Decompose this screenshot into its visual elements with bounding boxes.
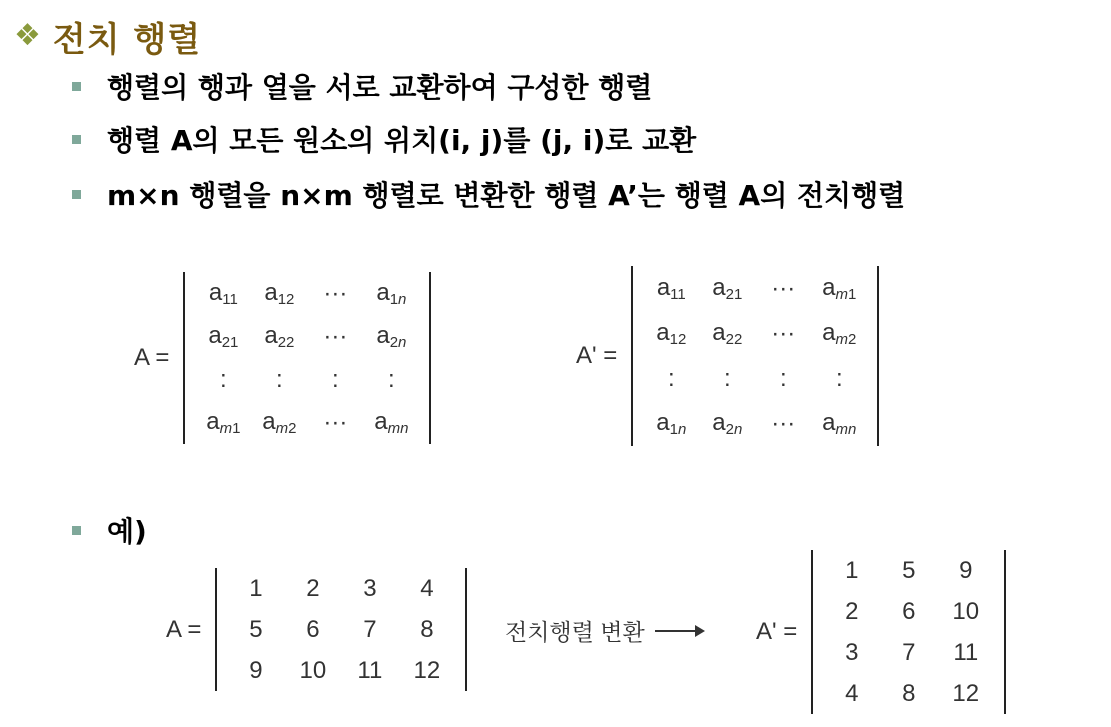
bullet-text: 행렬의 행과 열을 서로 교환하여 구성한 행렬 <box>107 71 653 104</box>
matrix-cell: $a_{m1}$ <box>206 408 241 437</box>
matrix-cell: 1 <box>845 556 859 584</box>
example-matrix-a-transpose <box>756 550 1006 714</box>
matrix-cell: ··· <box>323 322 348 350</box>
bullet-item <box>72 174 905 214</box>
matrix-cell: $a_{22}$ <box>712 319 743 348</box>
matrix-cell: $a_{m2}$ <box>262 408 297 437</box>
diamond-bullet-icon: ❖ <box>14 18 41 53</box>
transpose-arrow-caption <box>505 614 703 647</box>
matrix-cell: $a_{2n}$ <box>712 409 743 438</box>
bullet-text: 행렬 A의 모든 원소의 위치(i, j)를 (j, i)로 교환 <box>107 124 697 157</box>
matrix-cell: $a_{mn}$ <box>374 408 409 437</box>
matrix-cell: 11 <box>357 656 383 684</box>
matrix-cell: 10 <box>952 597 980 625</box>
matrix-cell: : <box>667 364 675 392</box>
matrix-cell: 3 <box>363 574 377 602</box>
matrix-label: A = <box>134 344 170 371</box>
matrix-cell: $a_{21}$ <box>208 322 239 351</box>
matrix-body <box>631 266 879 446</box>
matrix-cell: 5 <box>902 556 916 584</box>
matrix-cell: 3 <box>845 638 859 666</box>
matrix-cell: $a_{22}$ <box>264 322 295 351</box>
matrix-cell: $a_{1n}$ <box>656 409 687 438</box>
matrix-cell: $a_{2n}$ <box>376 322 407 351</box>
general-matrix-a <box>134 272 431 444</box>
matrix-cell: $a_{11}$ <box>656 274 686 303</box>
matrix-label: A' = <box>756 618 798 645</box>
bullet-item <box>72 119 696 159</box>
matrix-cell: 4 <box>420 574 434 602</box>
matrix-cell: 10 <box>299 656 327 684</box>
matrix-cell: : <box>779 364 787 392</box>
bullet-item <box>72 66 652 106</box>
matrix-cell: $a_{m1}$ <box>822 274 857 303</box>
matrix-cell: 5 <box>249 615 263 643</box>
matrix-cell: $a_{mn}$ <box>822 409 857 438</box>
matrix-cell: 4 <box>845 679 859 707</box>
matrix-cell: 7 <box>902 638 916 666</box>
matrix-cell: 9 <box>959 556 973 584</box>
general-matrix-a-transpose <box>576 266 879 446</box>
matrix-cell: ··· <box>771 319 796 347</box>
example-label: 예) <box>107 515 147 548</box>
matrix-cell: ··· <box>771 409 796 437</box>
matrix-cell: ··· <box>771 274 796 302</box>
matrix-cell: 2 <box>845 597 859 625</box>
matrix-body <box>811 550 1006 714</box>
matrix-cell: : <box>332 365 339 393</box>
matrix-cell: : <box>220 365 227 393</box>
matrix-cell: 11 <box>953 638 979 666</box>
matrix-cell: 12 <box>413 656 441 684</box>
matrix-body <box>183 272 431 444</box>
matrix-body <box>215 568 467 691</box>
matrix-cell: ··· <box>323 279 348 307</box>
matrix-label: A' = <box>576 342 618 369</box>
example-matrix-a <box>166 568 467 691</box>
arrow-text: 전치행렬 변환 <box>505 619 645 645</box>
matrix-cell: : <box>723 364 731 392</box>
square-bullet-icon <box>72 82 81 91</box>
matrix-cell: : <box>388 365 395 393</box>
matrix-cell: 8 <box>420 615 434 643</box>
matrix-cell: 8 <box>902 679 916 707</box>
example-bullet <box>72 510 147 550</box>
matrix-cell: 6 <box>902 597 916 625</box>
matrix-cell: $a_{m2}$ <box>822 319 857 348</box>
matrix-cell: $a_{21}$ <box>712 274 743 303</box>
bullet-text: m×n 행렬을 n×m 행렬로 변환한 행렬 A’는 행렬 A의 전치행렬 <box>107 179 906 212</box>
matrix-cell: 6 <box>306 615 320 643</box>
right-arrow-icon <box>655 630 703 632</box>
matrix-label: A = <box>166 615 202 643</box>
matrix-cell: 2 <box>306 574 320 602</box>
square-bullet-icon <box>72 190 81 199</box>
matrix-cell: 9 <box>249 656 263 684</box>
matrix-cell: : <box>276 365 283 393</box>
slide-title <box>14 10 201 62</box>
square-bullet-icon <box>72 135 81 144</box>
matrix-cell: $a_{11}$ <box>208 279 238 308</box>
matrix-cell: 7 <box>363 615 377 643</box>
square-bullet-icon <box>72 526 81 535</box>
matrix-cell: 12 <box>952 679 980 707</box>
matrix-cell: $a_{12}$ <box>264 279 295 308</box>
matrix-cell: 1 <box>249 574 263 602</box>
title-text: 전치 행렬 <box>52 19 202 60</box>
matrix-cell: $a_{1n}$ <box>376 279 407 308</box>
matrix-cell: : <box>835 364 843 392</box>
matrix-cell: $a_{12}$ <box>656 319 687 348</box>
matrix-cell: ··· <box>323 408 348 436</box>
